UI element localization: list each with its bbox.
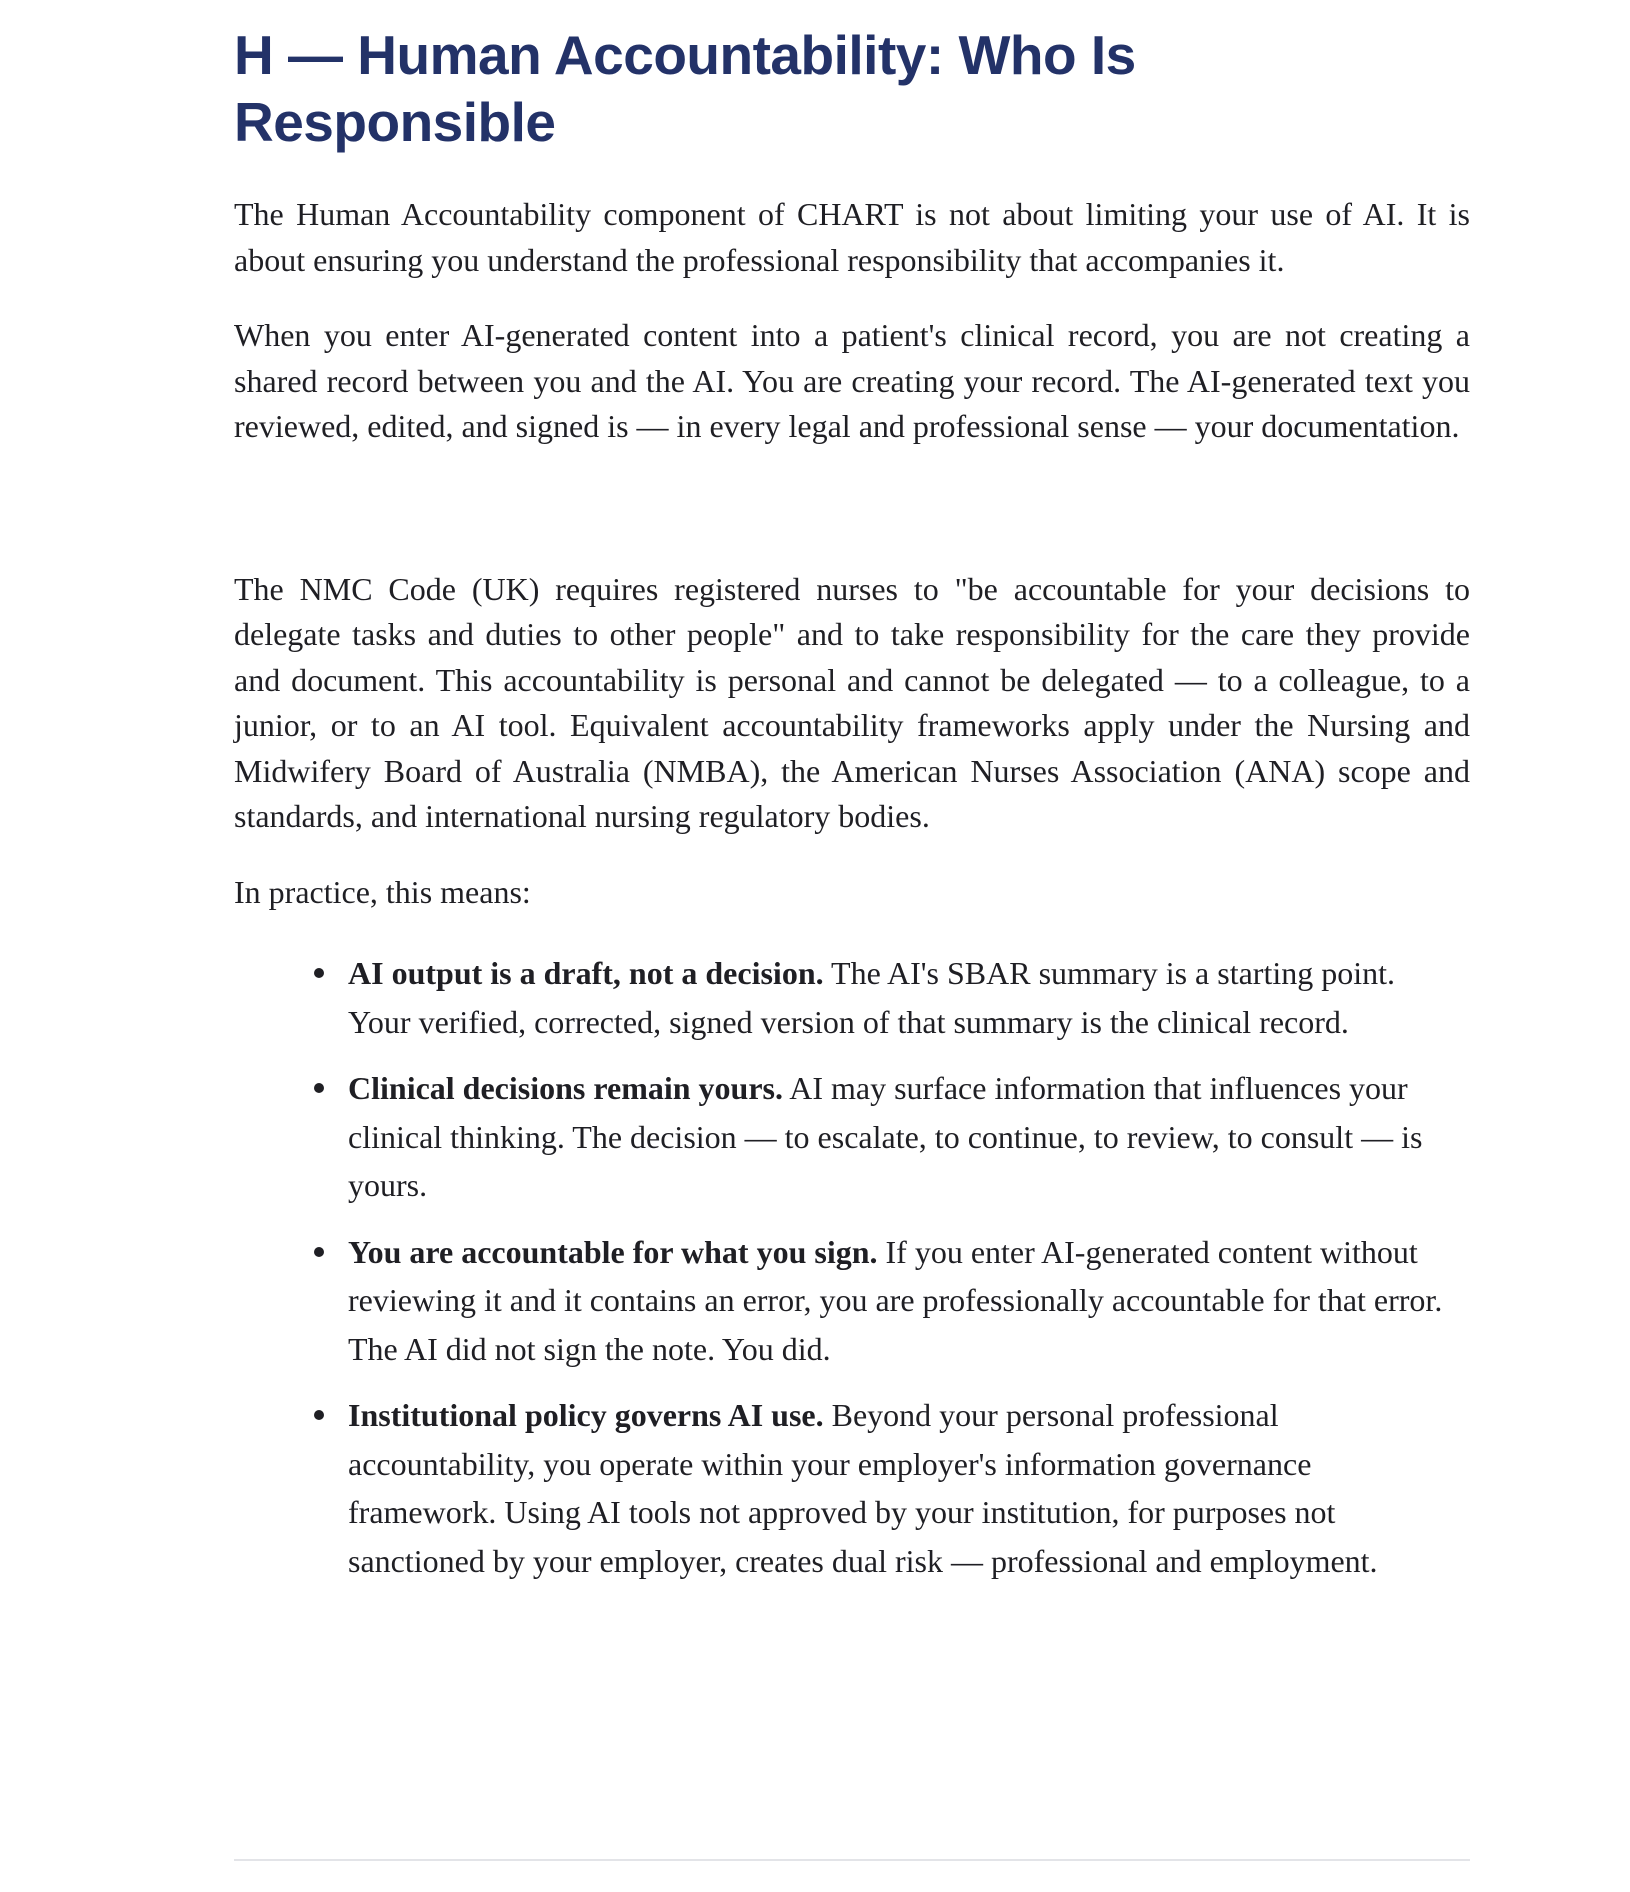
section-divider: [234, 1859, 1470, 1861]
list-item: [348, 949, 1470, 1046]
list-item: [348, 1228, 1470, 1374]
bullet-icon: [314, 1083, 324, 1093]
list-item-lead: Clinical decisions remain yours.: [348, 1070, 783, 1106]
record-paragraph: When you enter AI-generated content into a patient's clinical record, you are not creating a shared record between you and the AI. You are creating your record. The AI-generated text you reviewed, edited, and signed is — in every legal and professional sense — your documentation.: [234, 317, 1470, 444]
intro-paragraph: The Human Accountability component of CHART is not about limiting your use of AI. It is about ensuring you understand the professional responsibility that accompanies it.: [234, 196, 1470, 278]
list-item-text: Beyond your personal professional accountability, you operate within your employer's information governance framework. Using AI tools not approved by your institution, for purposes not sanctioned by your employer, creates dual risk — professional and employment.: [348, 1397, 1378, 1579]
list-item-text: The AI's SBAR summary is a starting point. Your verified, corrected, signed version of that summary is the clinical record.: [348, 955, 1395, 1040]
in-practice-paragraph: In practice, this means:: [234, 873, 531, 910]
list-item: [348, 1391, 1470, 1585]
bullet-icon: [314, 1247, 324, 1257]
bullet-icon: [314, 968, 324, 978]
list-item: [348, 1064, 1470, 1210]
section-heading: H — Human Accountability: Who Is Responsible: [234, 24, 1136, 153]
accountability-list: [234, 949, 1470, 1585]
nmc-code-paragraph: The NMC Code (UK) requires registered nurses to "be accountable for your decisions to delegate tasks and duties to other people" and to take responsibility for the care they provide and document. This accountability is personal and cannot be delegated — to a colleague, to a junior, or to an AI tool. Equivalent accountability frameworks apply under the Nursing and Midwifery Board of Australia (NMBA), the American Nurses Association (ANA) scope and standards, and international nursing regulatory bodies.: [234, 570, 1470, 834]
list-item-text: If you enter AI-generated content without reviewing it and it contains an error, you are professionally accountable for that error. The AI did not sign the note. You did.: [348, 1233, 1443, 1367]
list-item-lead: AI output is a draft, not a decision.: [348, 955, 824, 991]
bullet-icon: [314, 1410, 324, 1420]
list-item-text: AI may surface information that influences your clinical thinking. The decision — to escalate, to continue, to review, to consult — is yours.: [348, 1070, 1423, 1203]
document-page: [234, 0, 1470, 1603]
list-item-lead: Institutional policy governs AI use.: [348, 1397, 824, 1433]
list-item-lead: You are accountable for what you sign.: [348, 1233, 878, 1270]
